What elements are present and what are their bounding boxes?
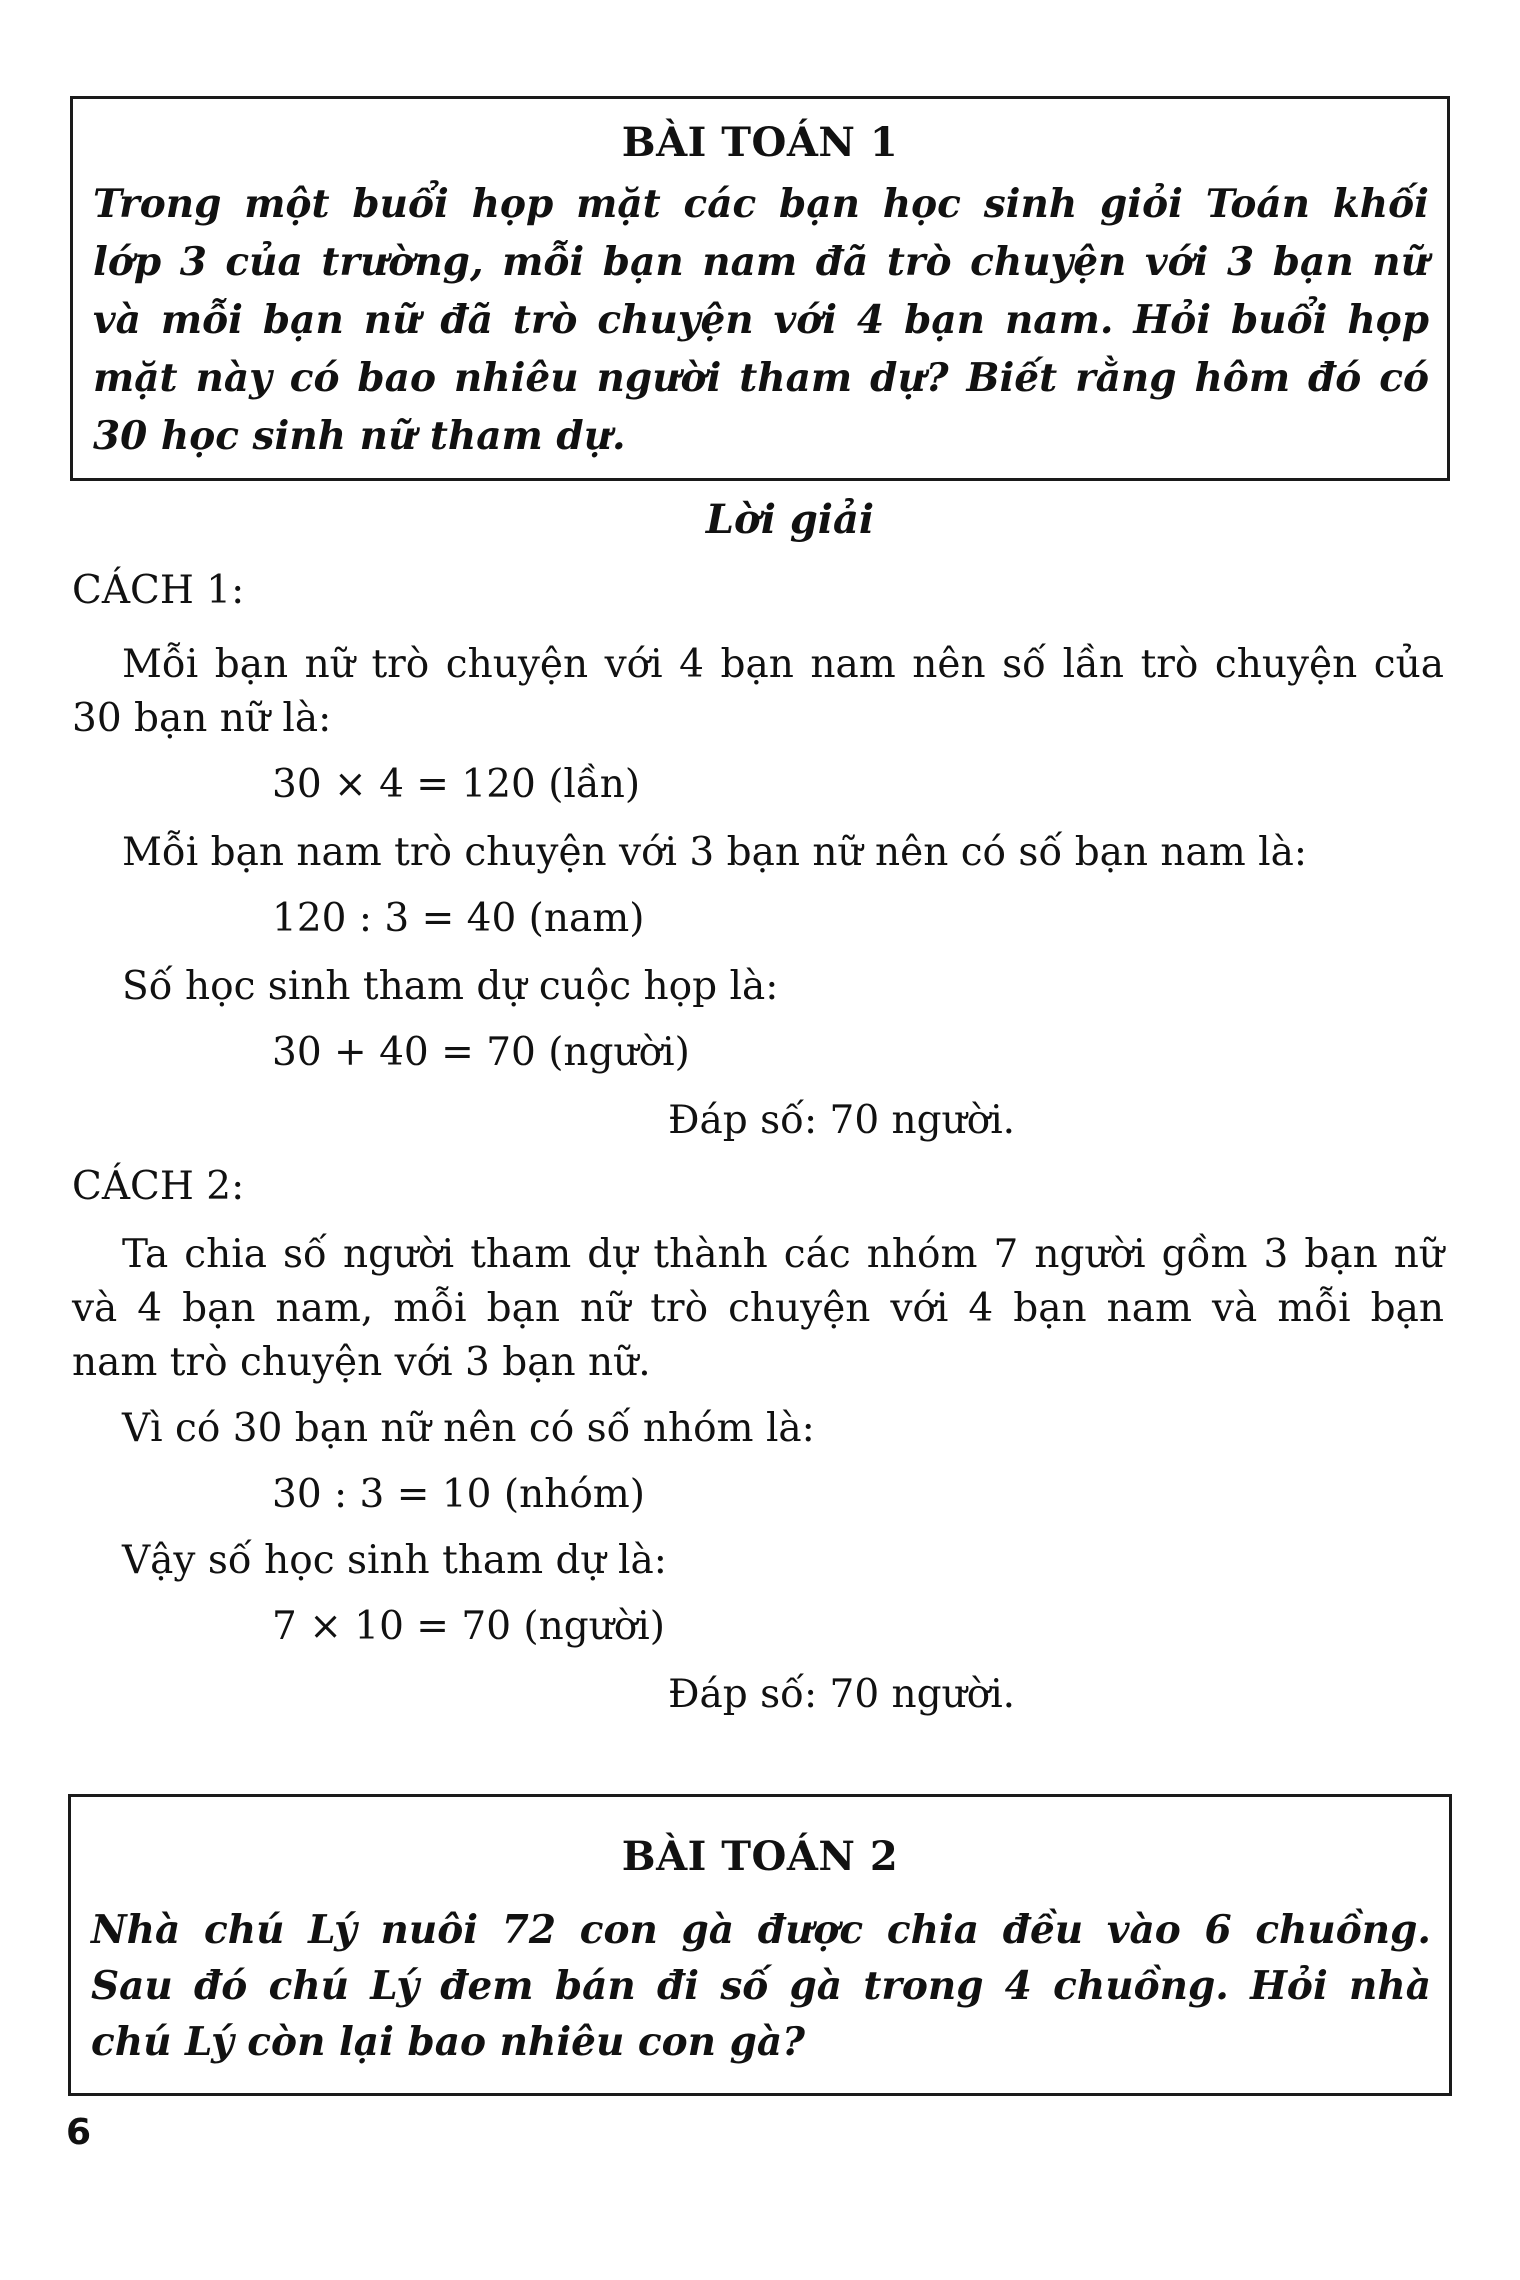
problem-1-line: 30 học sinh nữ tham dự. xyxy=(93,413,626,459)
method-1-label: CÁCH 1: xyxy=(72,568,245,613)
problem-1-line: và mỗi bạn nữ đã trò chuyện với 4 bạn nam. Hỏi buổi họp xyxy=(93,297,1429,343)
problem-1-box xyxy=(70,96,1450,481)
method-1-calculation: 30 + 40 = 70 (người) xyxy=(272,1030,690,1075)
problem-2-line: Nhà chú Lý nuôi 72 con gà được chia đều vào 6 chuồng. xyxy=(91,1907,1431,1953)
method-2-text: nam trò chuyện với 3 bạn nữ. xyxy=(72,1340,651,1385)
method-2-answer: Đáp số: 70 người. xyxy=(668,1672,1016,1717)
problem-2-line: chú Lý còn lại bao nhiêu con gà? xyxy=(91,2019,805,2065)
method-2-calculation: 7 × 10 = 70 (người) xyxy=(272,1604,665,1649)
problem-1-title: BÀI TOÁN 1 xyxy=(621,119,899,166)
method-1-text: Mỗi bạn nữ trò chuyện với 4 bạn nam nên số lần trò chuyện của xyxy=(122,642,1444,687)
method-1-calculation: 30 × 4 = 120 (lần) xyxy=(272,762,641,807)
problem-1-line: Trong một buổi họp mặt các bạn học sinh giỏi Toán khối xyxy=(93,181,1429,227)
problem-2-box xyxy=(68,1794,1452,2096)
problem-1-line: lớp 3 của trường, mỗi bạn nam đã trò chuyện với 3 bạn nữ xyxy=(93,239,1429,285)
method-2-label: CÁCH 2: xyxy=(72,1164,245,1209)
method-2-calculation: 30 : 3 = 10 (nhóm) xyxy=(272,1472,645,1517)
method-2-text: Vậy số học sinh tham dự là: xyxy=(122,1538,667,1583)
method-1-calculation: 120 : 3 = 40 (nam) xyxy=(272,896,645,941)
solution-heading: Lời giải xyxy=(705,496,875,543)
method-1-text: 30 bạn nữ là: xyxy=(72,696,332,741)
method-2-text: Ta chia số người tham dự thành các nhóm 7 người gồm 3 bạn nữ xyxy=(122,1232,1444,1277)
problem-1-line: mặt này có bao nhiêu người tham dự? Biết rằng hôm đó có xyxy=(93,355,1429,401)
method-1-text: Số học sinh tham dự cuộc họp là: xyxy=(122,964,779,1009)
problem-2-title: BÀI TOÁN 2 xyxy=(621,1833,899,1880)
method-1-answer: Đáp số: 70 người. xyxy=(668,1098,1016,1143)
problem-2-line: Sau đó chú Lý đem bán đi số gà trong 4 chuồng. Hỏi nhà xyxy=(91,1963,1431,2009)
page-number: 6 xyxy=(66,2112,92,2153)
method-2-text: và 4 bạn nam, mỗi bạn nữ trò chuyện với 4 bạn nam và mỗi bạn xyxy=(72,1286,1444,1331)
method-1-text: Mỗi bạn nam trò chuyện với 3 bạn nữ nên có số bạn nam là: xyxy=(122,830,1308,875)
method-2-text: Vì có 30 bạn nữ nên có số nhóm là: xyxy=(122,1406,815,1451)
